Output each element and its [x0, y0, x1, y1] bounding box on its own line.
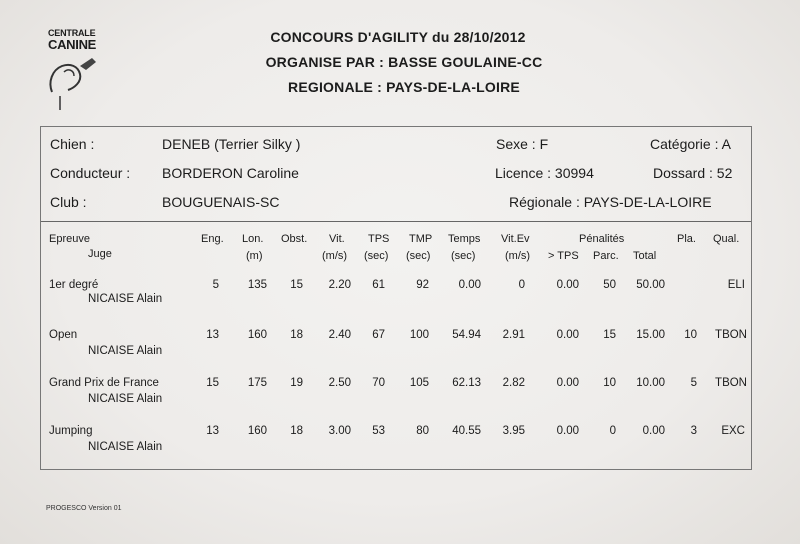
cell-epreuve: Grand Prix de France: [49, 377, 159, 389]
sexe-value: Sexe : F: [496, 136, 549, 152]
cell-qual: ELI: [727, 279, 745, 291]
cell-tps: 67: [372, 329, 385, 341]
header-vit-unit: (m/s): [322, 250, 348, 262]
cell-pen-total: 10.00: [636, 377, 665, 389]
cell-temps: 40.55: [452, 425, 481, 437]
cell-obst: 18: [290, 329, 303, 341]
header-vit: Vit.: [329, 233, 345, 245]
header-pen-tps: > TPS: [548, 250, 579, 262]
cell-vit: 2.20: [328, 279, 351, 291]
cell-juge: NICAISE Alain: [88, 441, 163, 453]
heading-organiser: ORGANISE PAR : BASSE GOULAINE-CC: [265, 54, 543, 70]
header-tps: TPS: [368, 233, 390, 245]
cell-vitev: 3.95: [502, 425, 525, 437]
cell-obst: 18: [290, 425, 303, 437]
cell-vitev: 0: [518, 279, 525, 291]
header-pla: Pla.: [677, 233, 696, 245]
cell-tmp: 105: [409, 377, 429, 389]
cell-pen-parc: 0: [609, 425, 616, 437]
header-vitev-unit: (m/s): [505, 250, 531, 262]
cell-pla: 5: [690, 377, 697, 389]
cell-pen-tps: 0.00: [556, 425, 579, 437]
cell-pla: 3: [690, 425, 697, 437]
club-label: Club :: [50, 194, 87, 210]
cell-vitev: 2.82: [502, 377, 525, 389]
logo-line2: CANINE: [48, 37, 97, 52]
categorie-value: Catégorie : A: [650, 136, 731, 152]
header-temps: Temps: [448, 233, 481, 245]
info-divider: [41, 221, 751, 222]
header-vitev: Vit.Ev: [501, 233, 530, 245]
cell-pen-total: 15.00: [636, 329, 665, 341]
cell-juge: NICAISE Alain: [88, 345, 163, 357]
header-tmp-unit: (sec): [406, 250, 431, 262]
cell-temps: 54.94: [452, 329, 481, 341]
heading-region: REGIONALE : PAYS-DE-LA-LOIRE: [288, 79, 520, 95]
cell-pen-total: 0.00: [642, 425, 665, 437]
cell-vit: 3.00: [328, 425, 351, 437]
cell-qual: TBON: [715, 329, 747, 341]
chien-value: DENEB (Terrier Silky ): [162, 136, 301, 152]
cell-tmp: 92: [416, 279, 429, 291]
footer-version: PROGESCO Version 01: [46, 505, 122, 512]
cell-obst: 19: [290, 377, 303, 389]
header-obst: Obst.: [281, 233, 308, 245]
cell-eng: 13: [206, 425, 219, 437]
cell-tps: 53: [372, 425, 385, 437]
cell-pen-parc: 15: [603, 329, 616, 341]
cell-temps: 62.13: [452, 377, 481, 389]
cell-vit: 2.40: [328, 329, 351, 341]
cell-juge: NICAISE Alain: [88, 293, 163, 305]
cell-tps: 70: [372, 377, 385, 389]
cell-pen-tps: 0.00: [556, 377, 579, 389]
licence-value: Licence : 30994: [495, 165, 594, 181]
header-tmp: TMP: [409, 233, 433, 245]
cell-tmp: 80: [416, 425, 429, 437]
cell-eng: 15: [206, 377, 219, 389]
cell-lon: 160: [247, 425, 267, 437]
header-pen-parc: Parc.: [593, 250, 619, 262]
cell-obst: 15: [290, 279, 303, 291]
header-qual: Qual.: [713, 233, 740, 245]
heading-contest: CONCOURS D'AGILITY du 28/10/2012: [270, 29, 526, 45]
cell-eng: 5: [212, 279, 219, 291]
cell-vit: 2.50: [328, 377, 351, 389]
cell-pen-parc: 10: [603, 377, 616, 389]
header-penalites: Pénalités: [579, 233, 625, 245]
cell-pen-total: 50.00: [636, 279, 665, 291]
cell-pen-tps: 0.00: [556, 329, 579, 341]
cell-epreuve: 1er degré: [49, 279, 99, 291]
logo-line1: CENTRALE: [48, 28, 96, 38]
cell-lon: 175: [247, 377, 267, 389]
header-temps-unit: (sec): [451, 250, 476, 262]
header-eng: Eng.: [201, 233, 224, 245]
header-pen-total: Total: [633, 250, 657, 262]
header-lon: Lon.: [242, 233, 264, 245]
header-tps-unit: (sec): [364, 250, 389, 262]
cell-epreuve: Jumping: [49, 425, 93, 437]
club-value: BOUGUENAIS-SC: [162, 194, 280, 210]
cell-lon: 160: [247, 329, 267, 341]
conducteur-value: BORDERON Caroline: [162, 165, 299, 181]
cell-pen-parc: 50: [603, 279, 616, 291]
cell-pen-tps: 0.00: [556, 279, 579, 291]
results-box: [40, 126, 752, 470]
cell-eng: 13: [206, 329, 219, 341]
cell-juge: NICAISE Alain: [88, 393, 163, 405]
header-epreuve: Epreuve: [49, 233, 90, 245]
conducteur-label: Conducteur :: [50, 165, 131, 181]
cell-pla: 10: [684, 329, 697, 341]
cell-qual: EXC: [721, 425, 745, 437]
header-lon-unit: (m): [246, 250, 263, 262]
cell-qual: TBON: [715, 377, 747, 389]
cell-vitev: 2.91: [502, 329, 525, 341]
cell-tmp: 100: [409, 329, 429, 341]
chien-label: Chien :: [50, 136, 95, 152]
cell-epreuve: Open: [49, 329, 78, 341]
cell-temps: 0.00: [458, 279, 481, 291]
cell-lon: 135: [247, 279, 267, 291]
dossard-value: Dossard : 52: [653, 165, 733, 181]
cell-tps: 61: [372, 279, 385, 291]
regionale-value: Régionale : PAYS-DE-LA-LOIRE: [509, 194, 712, 210]
header-juge: Juge: [88, 248, 112, 260]
